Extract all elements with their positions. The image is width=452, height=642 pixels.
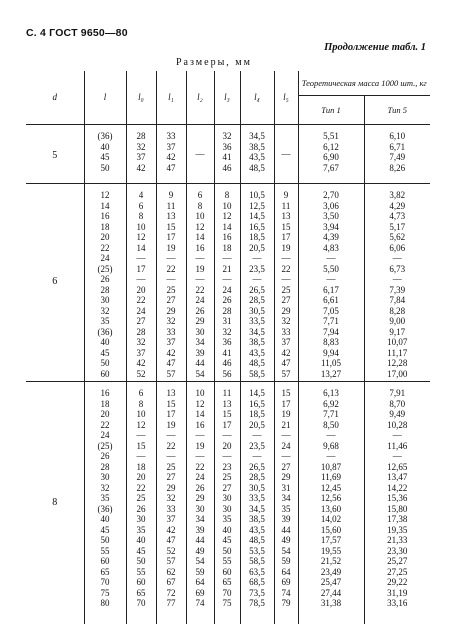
col-header-l3: l₃ (214, 71, 240, 125)
l-values: 16 18 20 22 24 (25) 26 28 30 32 35 (36) 40 45 50 55 60 65 70 75 80 (84, 382, 126, 625)
page-header-left: С. 4 ГОСТ 9650—80 (26, 27, 128, 39)
mass-type1-values: 2,70 3,06 3,50 3,94 4,39 4,83 — 5,50 — 6,17 6,61 7,05 7,71 7,94 8,83 9,94 11,05 13,27 (298, 184, 364, 382)
l4-values: 14,5 16,5 18,5 20,5 — 23,5 — 26,5 28,5 30,5 33,5 34,5 38,5 43,5 48,5 53,5 58,5 63,5 68,5 73,5 78,5 (240, 382, 274, 625)
l3-values: 11 13 15 17 — 20 — 23 25 27 30 30 35 40 45 50 55 60 65 70 75 (214, 382, 240, 625)
l0-values: 4 6 8 10 12 14 — 17 — 20 22 24 27 28 32 37 42 52 (126, 184, 156, 382)
group-row-d6 (26, 184, 430, 382)
mass-type1-values: 5,51 6,12 6,90 7,67 (298, 125, 364, 184)
l2-values: 10 12 14 16 — 19 — 22 24 26 29 30 34 39 44 49 54 59 64 69 74 (186, 382, 214, 625)
col-header-d: d (26, 71, 84, 125)
d-value: 5 (26, 125, 84, 184)
type1-header: Тип 1 (298, 96, 364, 125)
col-header-l1: l₁ (156, 71, 186, 125)
group-row-d5 (26, 125, 430, 184)
col-header-l4: l₄ (240, 71, 274, 125)
l3-values: 32 36 41 46 (214, 125, 240, 184)
l2-values: 6 8 10 12 14 16 — 19 — 22 24 26 29 30 34 39 44 54 (186, 184, 214, 382)
l1-values: 13 15 17 19 — 22 — 25 27 29 32 33 37 42 47 52 57 62 67 72 77 (156, 382, 186, 625)
dimensions-table (26, 71, 430, 624)
group-row-d8 (26, 382, 430, 625)
col-header-l: l (84, 71, 126, 125)
l3-values: 8 10 12 14 16 18 — 21 — 24 26 28 31 32 36 41 46 56 (214, 184, 240, 382)
col-header-l2: l₂ (186, 71, 214, 125)
mass-type5-values: 6,10 6,71 7,49 8,26 (389, 131, 406, 173)
mass-type1-values: 6,13 6,92 7,71 8,50 — 9,68 — 10,87 11,69 12,45 12,56 13,60 14,02 15,60 17,57 19,55 21,52 23,49 25,47 27,44 31,38 (298, 382, 364, 625)
l4-values: 34,5 38,5 43,5 48,5 (240, 125, 274, 184)
dimensions-caption: Размеры, мм (176, 57, 252, 68)
col-header-l5: l₅ (274, 71, 298, 125)
l-values: 12 14 16 18 20 22 24 (25) 26 28 30 32 35 (36) 40 45 50 60 (84, 184, 126, 382)
l5-values: 15 17 19 21 — 24 — 27 29 31 34 35 39 44 49 54 59 64 69 74 79 (274, 382, 298, 625)
l0-values: 28 32 37 42 (126, 125, 156, 184)
type5-header: Тип 5 (364, 96, 430, 125)
l1-values: 33 37 42 47 (156, 125, 186, 184)
l5-values: 9 11 13 15 17 19 — 22 — 25 27 29 32 33 37 42 47 57 (274, 184, 298, 382)
l0-values: 6 8 10 12 — 15 — 18 20 22 25 26 30 35 40 45 50 55 60 65 70 (126, 382, 156, 625)
mass-type5-values: 7,91 8,70 9,49 10,28 — 11,46 — 12,65 13,47 14,22 15,36 15,80 17,38 19,35 21,33 23,30 25,27 27,25 29,22 31,19 33,16 (364, 382, 430, 625)
col-header-l0: l₀ (126, 71, 156, 125)
mass-header: Теоретическая масса 1000 шт., кг (301, 77, 427, 88)
d-value: 6 (26, 184, 84, 382)
l2-values: — (186, 125, 214, 184)
l4-values: 10,5 12,5 14,5 16,5 18,5 20,5 — 23,5 — 26,5 28,5 30,5 33,5 34,5 38,5 43,5 48,5 58,5 (240, 184, 274, 382)
l5-values: — (274, 125, 298, 184)
mass-type5-values: 3,82 4,29 4,73 5,17 5,62 6,06 — 6,73 — 7,39 7,84 8,28 9,00 9,17 10,07 11,17 12,28 17,00 (364, 184, 430, 382)
d-value: 8 (26, 382, 84, 625)
l-values: (36) 40 45 50 (84, 125, 126, 184)
l1-values: 9 11 13 15 17 19 — 22 — 25 27 29 32 33 37 42 47 57 (156, 184, 186, 382)
table-continuation-title: Продолжение табл. 1 (324, 42, 426, 53)
